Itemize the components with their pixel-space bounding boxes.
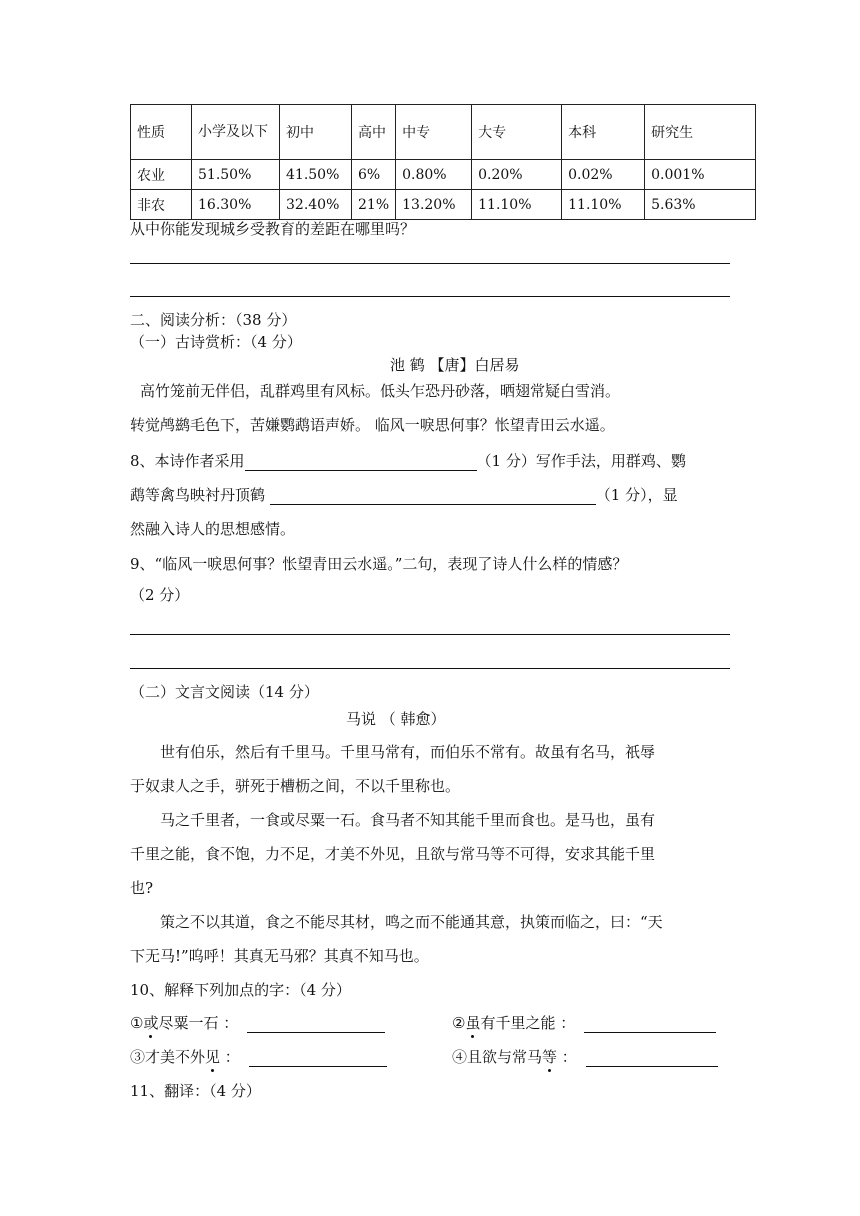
table-cell: 21%: [352, 190, 396, 220]
question-text: 8、本诗作者采用: [130, 452, 245, 470]
prose-title: 马说 （ 韩愈）: [346, 710, 446, 728]
question-9-score: （2 分）: [130, 586, 190, 604]
answer-line[interactable]: [130, 668, 730, 669]
table-question: 从中你能发现城乡受教育的差距在哪里吗？: [130, 220, 416, 238]
question-text: （1 分）写作手法，用群鸡、鹦: [476, 452, 686, 470]
dotted-char: 虽: [465, 1014, 481, 1032]
item-text: ①: [130, 1014, 144, 1032]
item-text: ②: [452, 1014, 466, 1032]
item-text: ③才美不外: [130, 1048, 206, 1066]
table-cell: 本科: [562, 105, 645, 160]
answer-line[interactable]: [130, 263, 730, 264]
answer-blank[interactable]: [584, 1016, 716, 1033]
answer-blank[interactable]: [586, 1050, 718, 1067]
answer-blank[interactable]: [247, 1016, 385, 1033]
table-cell: 11.10%: [472, 190, 562, 220]
q10-item: [130, 1046, 387, 1067]
table-cell: 研究生: [645, 105, 756, 160]
answer-line[interactable]: [130, 634, 730, 635]
table-cell: 11.10%: [562, 190, 645, 220]
table-cell: 高中: [352, 105, 396, 160]
table-cell: 32.40%: [280, 190, 352, 220]
prose-line: 马之千里者，一食或尽粟一石。食马者不知其能千里而食也。是马也，虽有: [160, 811, 656, 829]
item-text: ④且欲与常马: [452, 1048, 543, 1066]
table-row: [131, 190, 756, 220]
dotted-char: 或: [143, 1014, 159, 1032]
table-cell: 0.20%: [472, 160, 562, 190]
table-cell: 性质: [131, 105, 192, 160]
section-heading: 二、阅读分析：（38 分）: [130, 311, 297, 329]
table-cell: 0.80%: [396, 160, 472, 190]
table-cell: 0.001%: [645, 160, 756, 190]
item-text: 有千里之能 ：: [480, 1014, 576, 1032]
prose-line: 下无马!”呜呼！其真无马邪？其真不知马也。: [130, 947, 429, 965]
table-cell: 41.50%: [280, 160, 352, 190]
table-cell: 农业: [131, 160, 192, 190]
table-cell: 初中: [280, 105, 352, 160]
prose-line: 千里之能，食不饱，力不足，才美不外见，且欲与常马等不可得，安求其能千里: [130, 845, 656, 863]
table-header-row: [131, 105, 756, 160]
table-cell: 51.50%: [192, 160, 280, 190]
question-11: 11、翻译：（4 分）: [130, 1082, 261, 1100]
answer-blank[interactable]: [245, 454, 477, 471]
prose-line: 策之不以其道，食之不能尽其材，鸣之而不能通其意，执策而临之，曰：“天: [160, 913, 663, 931]
table-cell: 非农: [131, 190, 192, 220]
table-cell: 0.02%: [562, 160, 645, 190]
answer-blank[interactable]: [270, 488, 596, 505]
item-text: ：: [557, 1048, 577, 1066]
table-cell: 16.30%: [192, 190, 280, 220]
question-text: 鹉等禽鸟映衬丹顶鹤: [130, 486, 266, 504]
education-table: [130, 104, 756, 220]
question-8: [130, 450, 686, 471]
q10-item: [130, 1012, 385, 1033]
question-text: 然融入诗人的思想感情。: [130, 520, 296, 538]
prose-line: 于奴隶人之手，骈死于槽枥之间，不以千里称也。: [130, 777, 461, 795]
subsection-heading: （二）文言文阅读（14 分）: [130, 683, 319, 701]
table-cell: 6%: [352, 160, 396, 190]
q10-item: [452, 1012, 716, 1033]
poem-title: 池 鹤 【唐】白居易: [390, 356, 520, 374]
table-cell: 小学及以下: [192, 105, 280, 160]
dotted-char: 等: [542, 1048, 558, 1066]
question-9: 9、“临风一唳思何事？怅望青田云水遥。”二句，表现了诗人什么样的情感？: [130, 555, 628, 573]
poem-line: 转觉鸬鹚毛色下，苦嫌鹦鹉语声娇。 临风一唳思何事？怅望青田云水遥。: [130, 416, 615, 434]
dotted-char: 见: [205, 1048, 221, 1066]
answer-blank[interactable]: [249, 1050, 387, 1067]
question-10: 10、解释下列加点的字：（4 分）: [130, 981, 351, 999]
table-cell: 5.63%: [645, 190, 756, 220]
question-8-cont: [130, 484, 678, 505]
question-text: （1 分），显: [595, 486, 678, 504]
table-cell: 13.20%: [396, 190, 472, 220]
answer-line[interactable]: [130, 296, 730, 297]
item-text: ：: [220, 1048, 240, 1066]
table-cell: 中专: [396, 105, 472, 160]
poem-line: 高竹笼前无伴侣，乱群鸡里有风标。低头乍恐丹砂落，晒翅常疑白雪消。: [140, 382, 621, 400]
table-row: [131, 160, 756, 190]
subsection-heading: （一）古诗赏析：（4 分）: [130, 333, 302, 351]
item-text: 尽粟一石 ：: [158, 1014, 239, 1032]
prose-line: 也?: [130, 879, 154, 897]
table-cell: 大专: [472, 105, 562, 160]
q10-item: [452, 1046, 718, 1067]
prose-line: 世有伯乐，然后有千里马。千里马常有，而伯乐不常有。故虽有名马，祇辱: [160, 743, 656, 761]
